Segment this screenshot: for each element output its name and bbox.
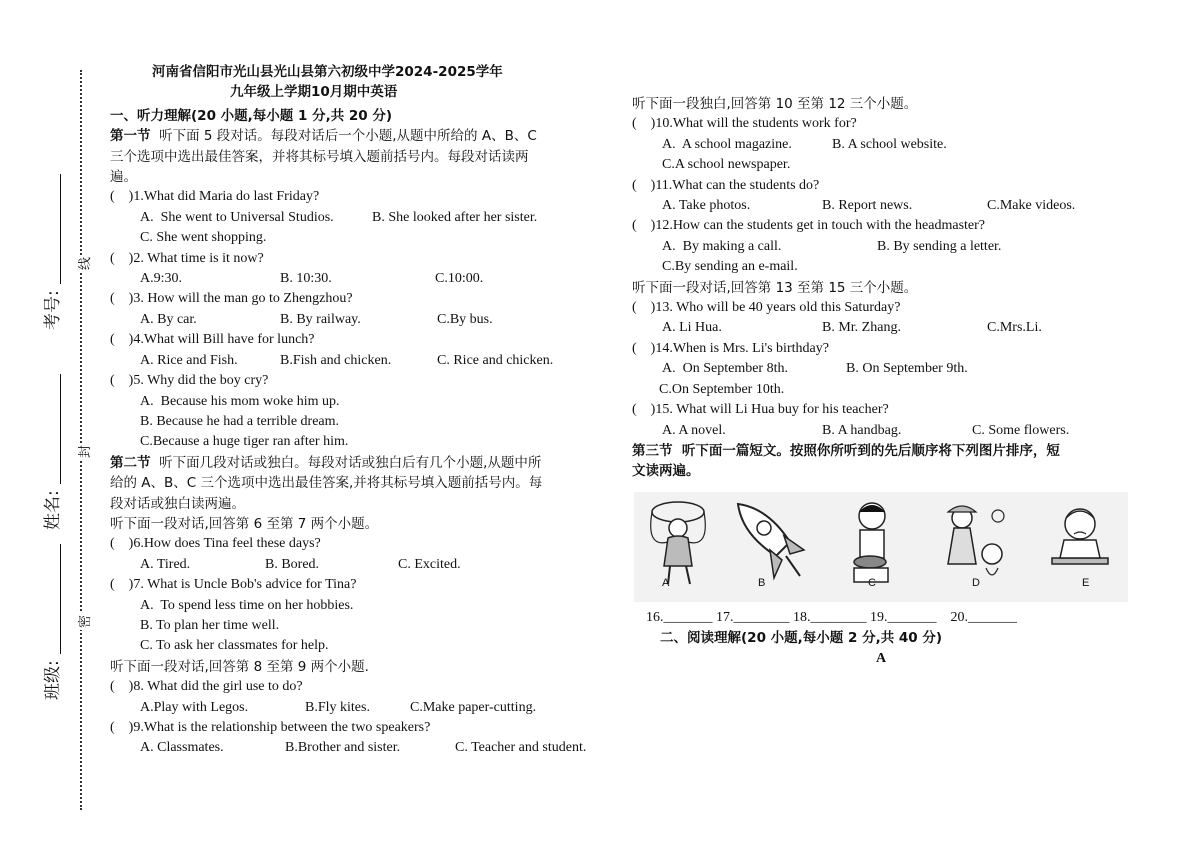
exam-title-line1: 河南省信阳市光山县光山县第六初级中学2024-2025学年 [152, 64, 503, 80]
sec1-heading: 第一节 [110, 128, 151, 145]
name-blank[interactable] [46, 374, 61, 484]
class-label: 班级: [43, 660, 63, 700]
sec2-line3: 段对话或独白读两遍。 [110, 495, 245, 512]
q11-option-b: B. Report news. [822, 198, 913, 214]
picture-label: D [972, 577, 980, 590]
instruction-8-9: 听下面一段对话,回答第 8 至第 9 两个小题. [110, 658, 369, 675]
sec2-instruction: 听下面几段对话或独白。每段对话或独白后有几个小题,从题中所 [150, 454, 542, 471]
question-11: ( )11.What can the students do? [632, 177, 820, 193]
question-9: ( )9.What is the relationship between the two speakers? [110, 720, 431, 735]
q11-option-c: C.Make videos. [987, 198, 1076, 214]
exam-number-blank[interactable] [46, 174, 61, 284]
question-4: ( )4.What will Bill have for lunch? [110, 332, 315, 348]
q6-option-c: C. Excited. [398, 556, 461, 572]
question-7: ( )7. What is Uncle Bob's advice for Tina? [110, 577, 357, 593]
part2-heading: 二、阅读理解(20 小题,每小题 2 分,共 40 分) [660, 630, 943, 647]
sec1-line1 [110, 126, 610, 146]
q15-option-a: A. A novel. [662, 422, 726, 438]
q11-option-a: A. Take photos. [662, 198, 751, 214]
q14-option-c: C.On September 10th. [659, 381, 785, 397]
instruction-6-7: 听下面一段对话,回答第 6 至第 7 两个小题。 [110, 515, 379, 532]
q15-option-c: C. Some flowers. [972, 422, 1070, 438]
q7-option-c: C. To ask her classmates for help. [140, 638, 329, 654]
girl-skipping-icon [640, 498, 720, 594]
question-10: ( )10.What will the students work for? [632, 116, 857, 132]
q3-options [110, 310, 610, 330]
q12-option-a: A. By making a call. [662, 238, 782, 254]
picture-strip [634, 492, 1128, 602]
question-6: ( )6.How does Tina feel these days? [110, 536, 321, 552]
q12-option-b: B. By sending a letter. [877, 238, 1002, 254]
sec3-line1 [632, 441, 1142, 461]
seal-dotted-line [80, 70, 82, 810]
sec2-heading: 第二节 [110, 454, 151, 471]
q9-option-c: C. Teacher and student. [455, 740, 587, 756]
exam-number-label: 考号: [43, 290, 63, 330]
q5-option-a: A. Because his mom woke him up. [140, 393, 340, 409]
class-field [38, 544, 63, 700]
question-14: ( )14.When is Mrs. Li's birthday? [632, 340, 829, 356]
binding-margin [0, 0, 105, 848]
q12-option-c: C.By sending an e-mail. [662, 259, 798, 275]
q12-options-ab [632, 237, 1142, 257]
part1-heading: 一、听力理解(20 小题,每小题 1 分,共 20 分) [110, 107, 393, 124]
q4-option-c: C. Rice and chicken. [437, 352, 554, 368]
sec3-line2: 文读两遍。 [632, 463, 700, 480]
picture-a-girl-skipping [640, 498, 720, 594]
instruction-13-15: 听下面一段对话,回答第 13 至第 15 三个小题。 [632, 279, 918, 296]
seal-mark-feng: 封 [74, 443, 93, 460]
picture-d-girl-garden [936, 498, 1016, 594]
q2-options [110, 269, 610, 289]
sec2-line1 [110, 453, 610, 473]
q8-option-b: B.Fly kites. [305, 699, 370, 715]
seal-mark-xian: 线 [74, 255, 93, 272]
picture-e-boy-worried [1042, 498, 1122, 594]
passage-a-label: A [876, 650, 887, 666]
q1-option-c: C. She went shopping. [140, 230, 267, 246]
instruction-10-12: 听下面一段独白,回答第 10 至第 12 三个小题。 [632, 96, 918, 112]
sec1-line3: 遍。 [110, 169, 137, 186]
right-column [632, 94, 1142, 669]
q8-option-c: C.Make paper-cutting. [410, 699, 537, 715]
q2-option-a: A.9:30. [140, 271, 182, 287]
q6-option-a: A. Tired. [140, 556, 191, 572]
q4-option-a: A. Rice and Fish. [140, 352, 238, 368]
q4-options [110, 351, 610, 371]
q6-options [110, 555, 610, 575]
question-5: ( )5. Why did the boy cry? [110, 373, 269, 389]
exam-number-field [38, 174, 63, 330]
picture-label: A [662, 577, 670, 590]
q2-option-c: C.10:00. [435, 271, 484, 287]
q15-option-b: B. A handbag. [822, 422, 902, 438]
question-1: ( )1.What did Maria do last Friday? [110, 189, 320, 205]
left-column [110, 62, 610, 759]
q3-option-a: A. By car. [140, 311, 197, 327]
picture-c-boy-cooking [834, 498, 914, 594]
q5-option-c: C.Because a huge tiger ran after him. [140, 434, 349, 450]
q14-options-ab [632, 359, 1142, 379]
sec3-instruction: 听下面一篇短文。按照你所听到的先后顺序将下列图片排序，短 [672, 442, 1060, 459]
q8-option-a: A.Play with Legos. [140, 699, 249, 715]
q7-option-a: A. To spend less time on her hobbies. [140, 597, 354, 613]
q1-option-a: A. She went to Universal Studios. [140, 209, 334, 225]
q9-option-b: B.Brother and sister. [285, 740, 401, 756]
q2-option-b: B. 10:30. [280, 271, 332, 287]
q14-option-a: A. On September 8th. [662, 361, 788, 377]
exam-title-line2: 九年级上学期10月期中英语 [230, 84, 398, 101]
q11-options [632, 196, 1142, 216]
picture-label: B [758, 577, 766, 590]
question-8: ( )8. What did the girl use to do? [110, 679, 303, 695]
q7-option-b: B. To plan her time well. [140, 617, 280, 633]
q4-option-b: B.Fish and chicken. [280, 352, 392, 368]
name-field [38, 374, 63, 530]
sec1-instruction: 听下面 5 段对话。每段对话后一个小题,从题中所给的 A、B、C [150, 128, 537, 145]
q10-option-b: B. A school website. [832, 136, 947, 152]
q3-option-c: C.By bus. [437, 311, 493, 327]
picture-label: C [868, 577, 876, 590]
q1-options-ab [110, 208, 610, 228]
name-label: 姓名: [43, 490, 63, 530]
q13-option-c: C.Mrs.Li. [987, 320, 1042, 336]
answer-blanks-16-20[interactable]: 16._______ 17.________ 18.________ 19._______ 20._______ [646, 609, 1017, 625]
q10-options-ab [632, 135, 1142, 155]
picture-label: E [1082, 577, 1090, 590]
q1-option-b: B. She looked after her sister. [372, 209, 538, 225]
picture-b-rocket [728, 498, 808, 594]
q9-options [110, 738, 610, 758]
question-15: ( )15. What will Li Hua buy for his teacher? [632, 402, 889, 418]
seal-mark-mi: 密 [74, 613, 93, 630]
q10-option-a: A. A school magazine. [662, 136, 792, 152]
q13-option-a: A. Li Hua. [662, 320, 722, 336]
q6-option-b: B. Bored. [265, 556, 320, 572]
question-2: ( )2. What time is it now? [110, 250, 264, 266]
q3-option-b: B. By railway. [280, 311, 361, 327]
sec2-line2: 给的 A、B、C 三个选项中选出最佳答案,并将其标号填入题前括号内。每 [110, 475, 543, 492]
q10-option-c: C.A school newspaper. [662, 157, 791, 173]
q5-option-b: B. Because he had a terrible dream. [140, 413, 340, 429]
q14-option-b: B. On September 9th. [846, 361, 968, 377]
question-13: ( )13. Who will be 40 years old this Saturday? [632, 300, 901, 316]
q13-options [632, 318, 1142, 338]
sec1-line2: 三个选项中选出最佳答案，并将其标号填入题前括号内。每段对话读两 [110, 148, 529, 165]
q9-option-a: A. Classmates. [140, 740, 224, 756]
rocket-icon [728, 498, 808, 594]
q13-option-b: B. Mr. Zhang. [822, 320, 901, 336]
sec3-heading: 第三节 [632, 442, 673, 459]
q15-options [632, 421, 1142, 441]
question-3: ( )3. How will the man go to Zhengzhou? [110, 291, 353, 307]
class-blank[interactable] [46, 544, 61, 654]
q8-options [110, 698, 610, 718]
question-12: ( )12.How can the students get in touch with the headmaster? [632, 218, 986, 234]
